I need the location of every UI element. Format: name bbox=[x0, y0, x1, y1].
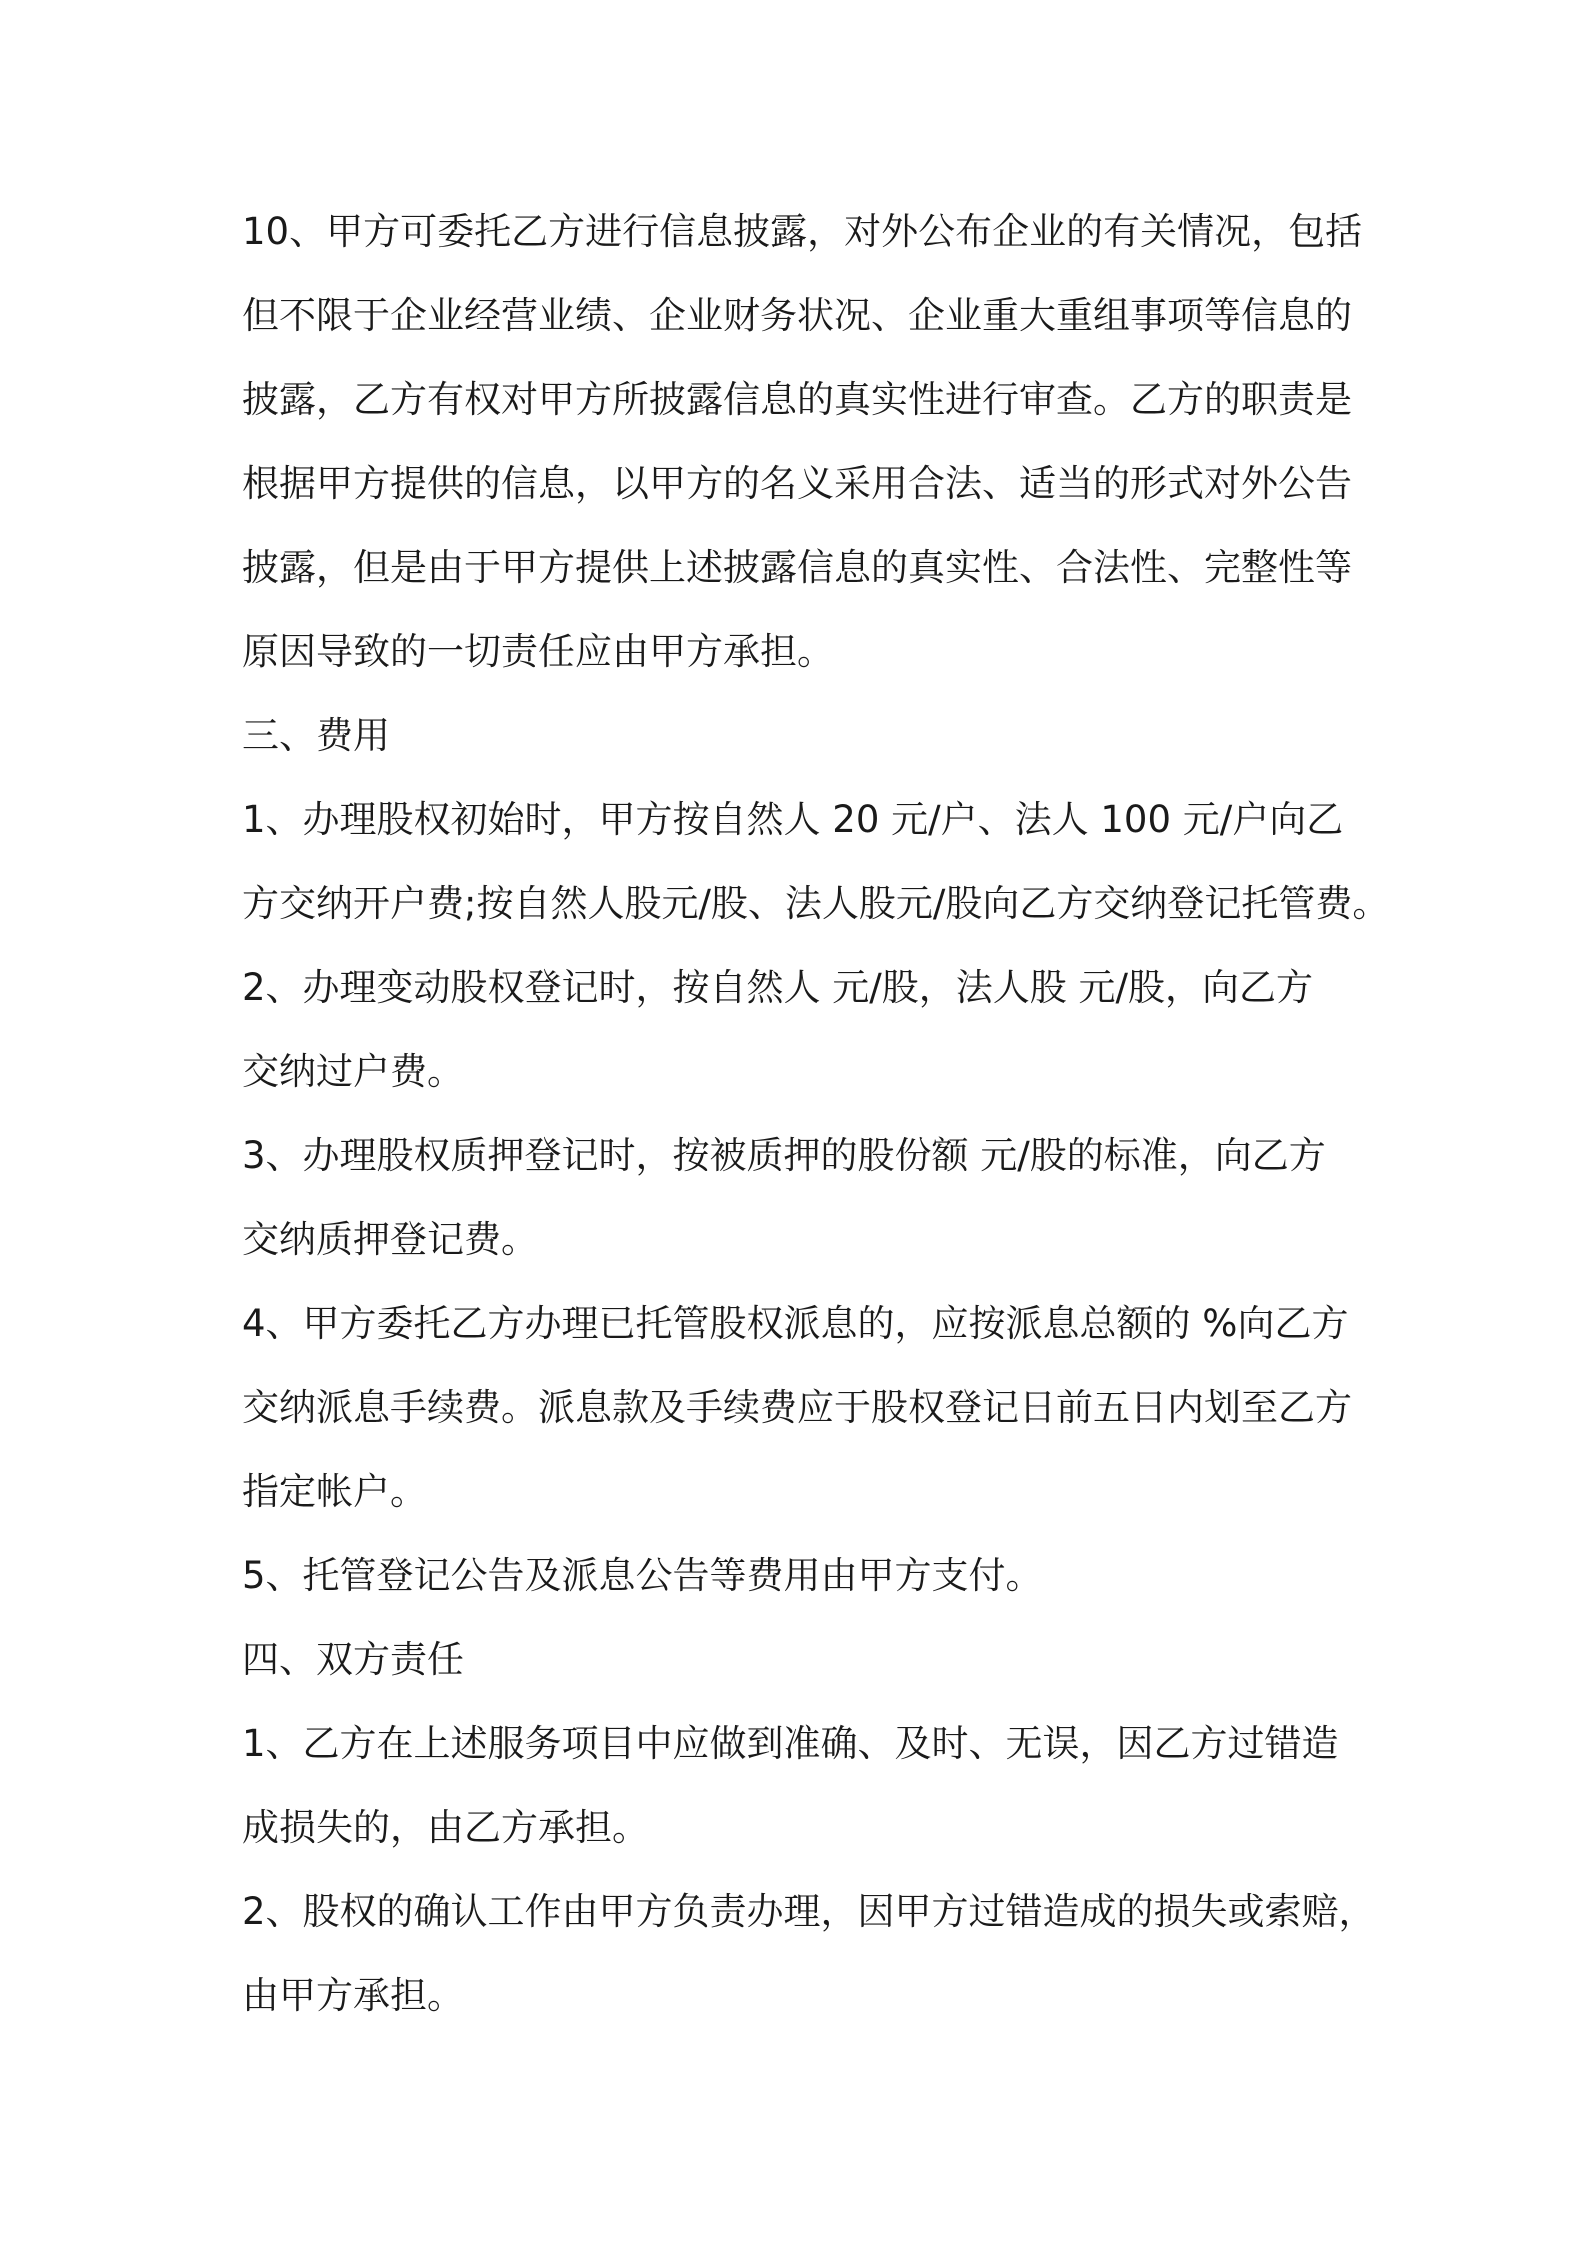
document-body bbox=[242, 190, 1390, 2038]
text-line: 交纳过户费。 bbox=[242, 1050, 464, 1093]
text-line: 披露，乙方有权对甲方所披露信息的真实性进行审查。乙方的职责是 bbox=[242, 378, 1352, 421]
text-line: 指定帐户。 bbox=[242, 1470, 427, 1513]
text-line: 交纳派息手续费。派息款及手续费应于股权登记日前五日内划至乙方 bbox=[242, 1386, 1352, 1429]
text-line: 成损失的，由乙方承担。 bbox=[242, 1806, 649, 1849]
section-heading-responsibilities: 四、双方责任 bbox=[242, 1638, 464, 1681]
text-line: 披露，但是由于甲方提供上述披露信息的真实性、合法性、完整性等 bbox=[242, 546, 1352, 589]
text-line: 1、乙方在上述服务项目中应做到准确、及时、无误，因乙方过错造 bbox=[242, 1722, 1339, 1765]
text-line: 根据甲方提供的信息，以甲方的名义采用合法、适当的形式对外公告 bbox=[242, 462, 1352, 505]
text-line: 方交纳开户费;按自然人股元/股、法人股元/股向乙方交纳登记托管费。 bbox=[242, 882, 1390, 925]
text-line: 5、托管登记公告及派息公告等费用由甲方支付。 bbox=[242, 1554, 1043, 1597]
text-line: 交纳质押登记费。 bbox=[242, 1218, 538, 1261]
text-line: 但不限于企业经营业绩、企业财务状况、企业重大重组事项等信息的 bbox=[242, 294, 1352, 337]
section-heading-fees: 三、费用 bbox=[242, 714, 390, 757]
text-line: 4、甲方委托乙方办理已托管股权派息的，应按派息总额的 %向乙方 bbox=[242, 1302, 1349, 1345]
text-line: 2、股权的确认工作由甲方负责办理，因甲方过错造成的损失或索赔， bbox=[242, 1890, 1376, 1933]
text-line: 2、办理变动股权登记时，按自然人 元/股，法人股 元/股，向乙方 bbox=[242, 966, 1313, 1009]
text-line: 3、办理股权质押登记时，按被质押的股份额 元/股的标准，向乙方 bbox=[242, 1134, 1326, 1177]
text-line: 原因导致的一切责任应由甲方承担。 bbox=[242, 630, 834, 673]
text-line: 由甲方承担。 bbox=[242, 1974, 464, 2017]
text-line: 10、甲方可委托乙方进行信息披露，对外公布企业的有关情况，包括 bbox=[242, 210, 1363, 253]
text-line: 1、办理股权初始时，甲方按自然人 20 元/户、法人 100 元/户向乙 bbox=[242, 798, 1344, 841]
